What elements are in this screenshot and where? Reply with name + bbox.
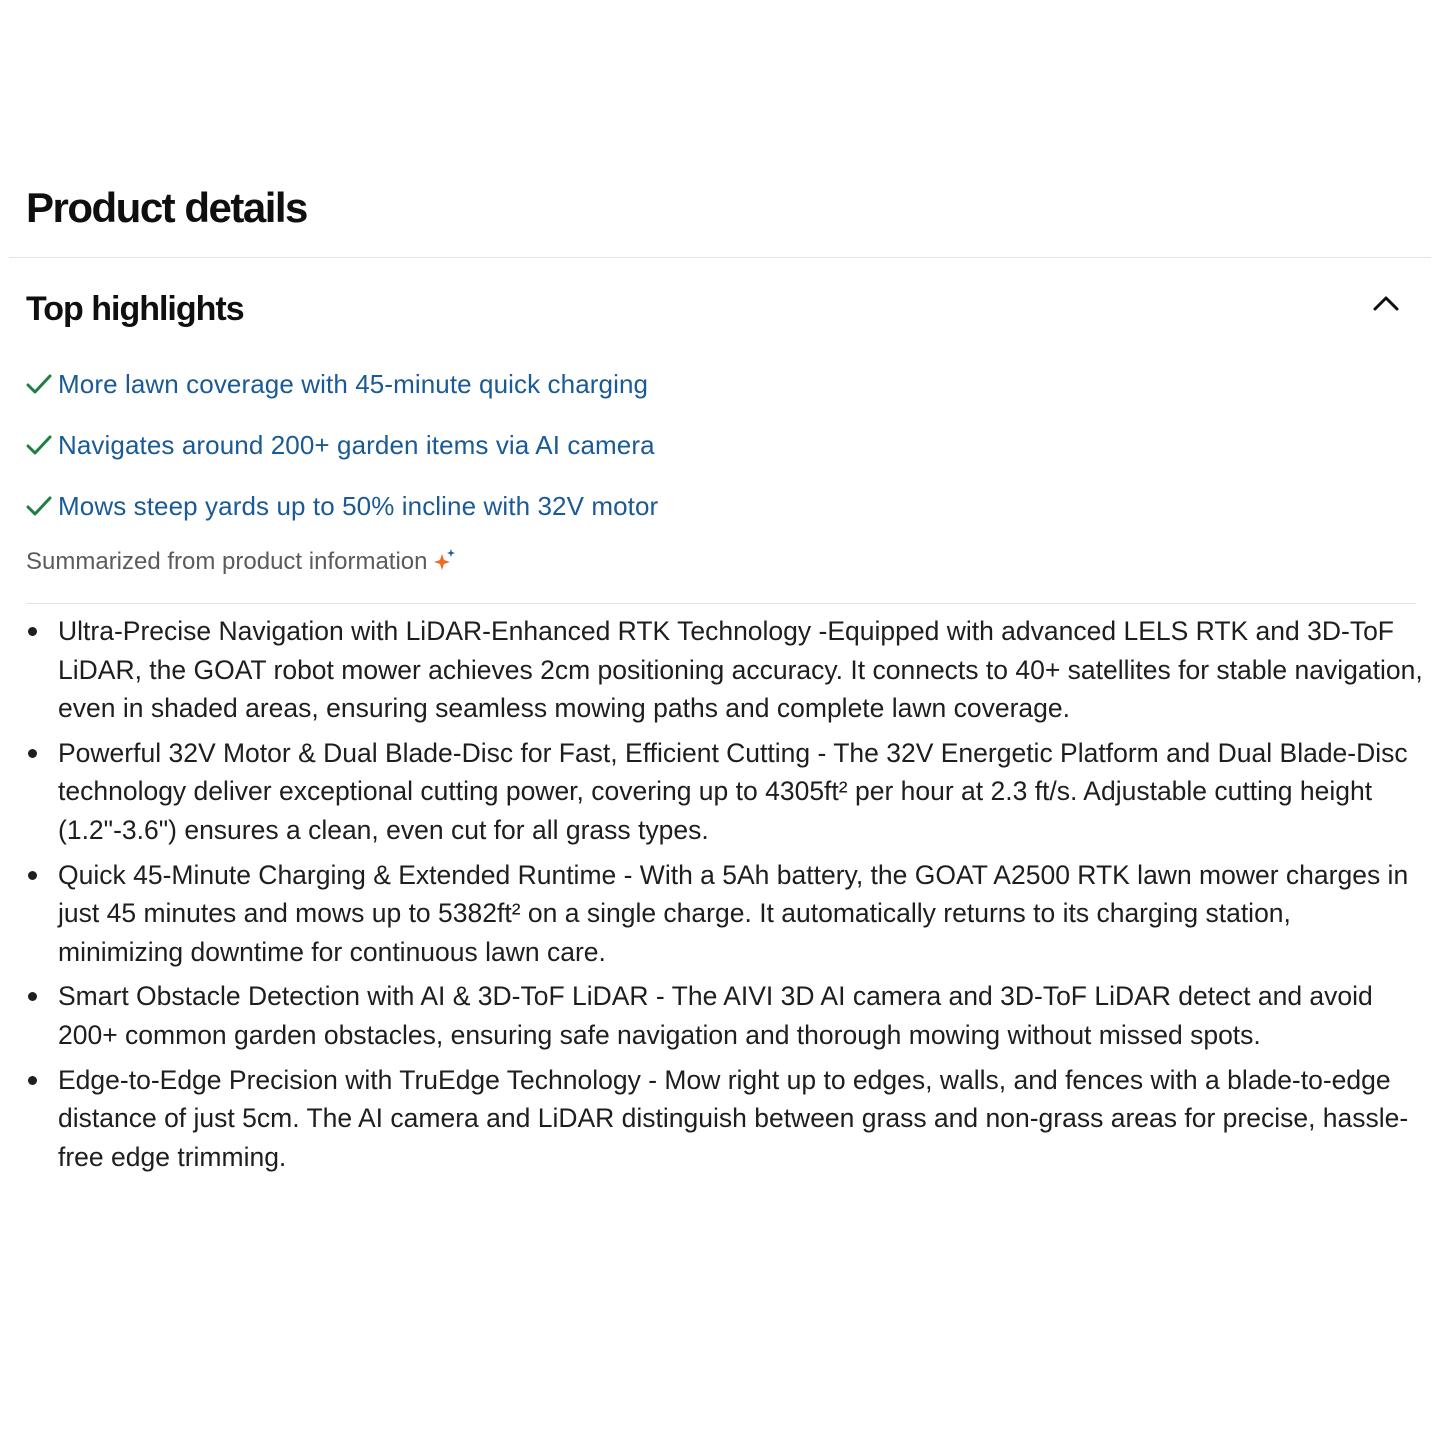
list-item [58, 856, 1423, 972]
highlights-list [26, 362, 658, 545]
highlight-text: Mows steep yards up to 50% incline with 32V motor [58, 490, 659, 521]
bullet-icon [28, 749, 37, 758]
divider [26, 603, 1416, 604]
bullet-icon [28, 871, 37, 880]
top-highlights-toggle[interactable] [26, 284, 1416, 334]
highlight-item [26, 423, 658, 467]
section-title: Top highlights [26, 289, 244, 328]
ai-sparkle-icon [433, 548, 457, 572]
list-item [58, 977, 1423, 1054]
list-item-text: Edge-to-Edge Precision with TruEdge Technology - Mow right up to edges, walls, and fences with a blade-to-edge distance of just 5cm. The AI camera and LiDAR distinguish between grass and non-grass areas for precise, hassle-free edge trimming. [58, 1064, 1409, 1172]
checkmark-icon [26, 493, 52, 519]
product-description-list [58, 612, 1423, 1182]
bullet-icon [28, 627, 37, 636]
list-item-text: Quick 45-Minute Charging & Extended Runtime - With a 5Ah battery, the GOAT A2500 RTK lawn mower charges in just 45 minutes and mows up to 5382ft² on a single charge. It automatically returns to its charging station, minimizing downtime for continuous lawn care. [58, 859, 1409, 967]
checkmark-icon [26, 432, 52, 458]
summary-note-text: Summarized from product information [26, 548, 428, 575]
highlight-item [26, 362, 658, 406]
list-item [58, 1061, 1423, 1177]
list-item-text: Smart Obstacle Detection with AI & 3D-ToF LiDAR - The AIVI 3D AI camera and 3D-ToF LiDAR detect and avoid 200+ common garden obstacles, ensuring safe navigation and thorough mowing without missed spots. [58, 981, 1373, 1050]
collapse-button[interactable] [1366, 283, 1406, 323]
highlight-text: Navigates around 200+ garden items via AI camera [58, 429, 655, 460]
page-title: Product details [26, 184, 307, 231]
list-item-text: Ultra-Precise Navigation with LiDAR-Enhanced RTK Technology -Equipped with advanced LELS RTK and 3D-ToF LiDAR, the GOAT robot mower achieves 2cm positioning accuracy. It connects to 40+ satellites for stable navigation, even in shaded areas, ensuring seamless mowing paths and complete lawn coverage. [58, 616, 1423, 724]
ai-summary-note [26, 548, 457, 576]
highlight-item [26, 484, 658, 528]
list-item-text: Powerful 32V Motor & Dual Blade-Disc for Fast, Efficient Cutting - The 32V Energetic Platform and Dual Blade-Disc technology deliver exceptional cutting power, covering up to 4305ft² per hour at 2.3 ft/s. Adjustable cutting height (1.2"-3.6") ensures a clean, even cut for all grass types. [58, 737, 1408, 845]
bullet-icon [28, 1076, 37, 1085]
chevron-up-icon [1372, 294, 1400, 312]
list-item [58, 612, 1423, 728]
bullet-icon [28, 992, 37, 1001]
list-item [58, 734, 1423, 850]
checkmark-icon [26, 371, 52, 397]
highlight-text: More lawn coverage with 45-minute quick charging [58, 368, 649, 399]
divider [9, 257, 1431, 258]
